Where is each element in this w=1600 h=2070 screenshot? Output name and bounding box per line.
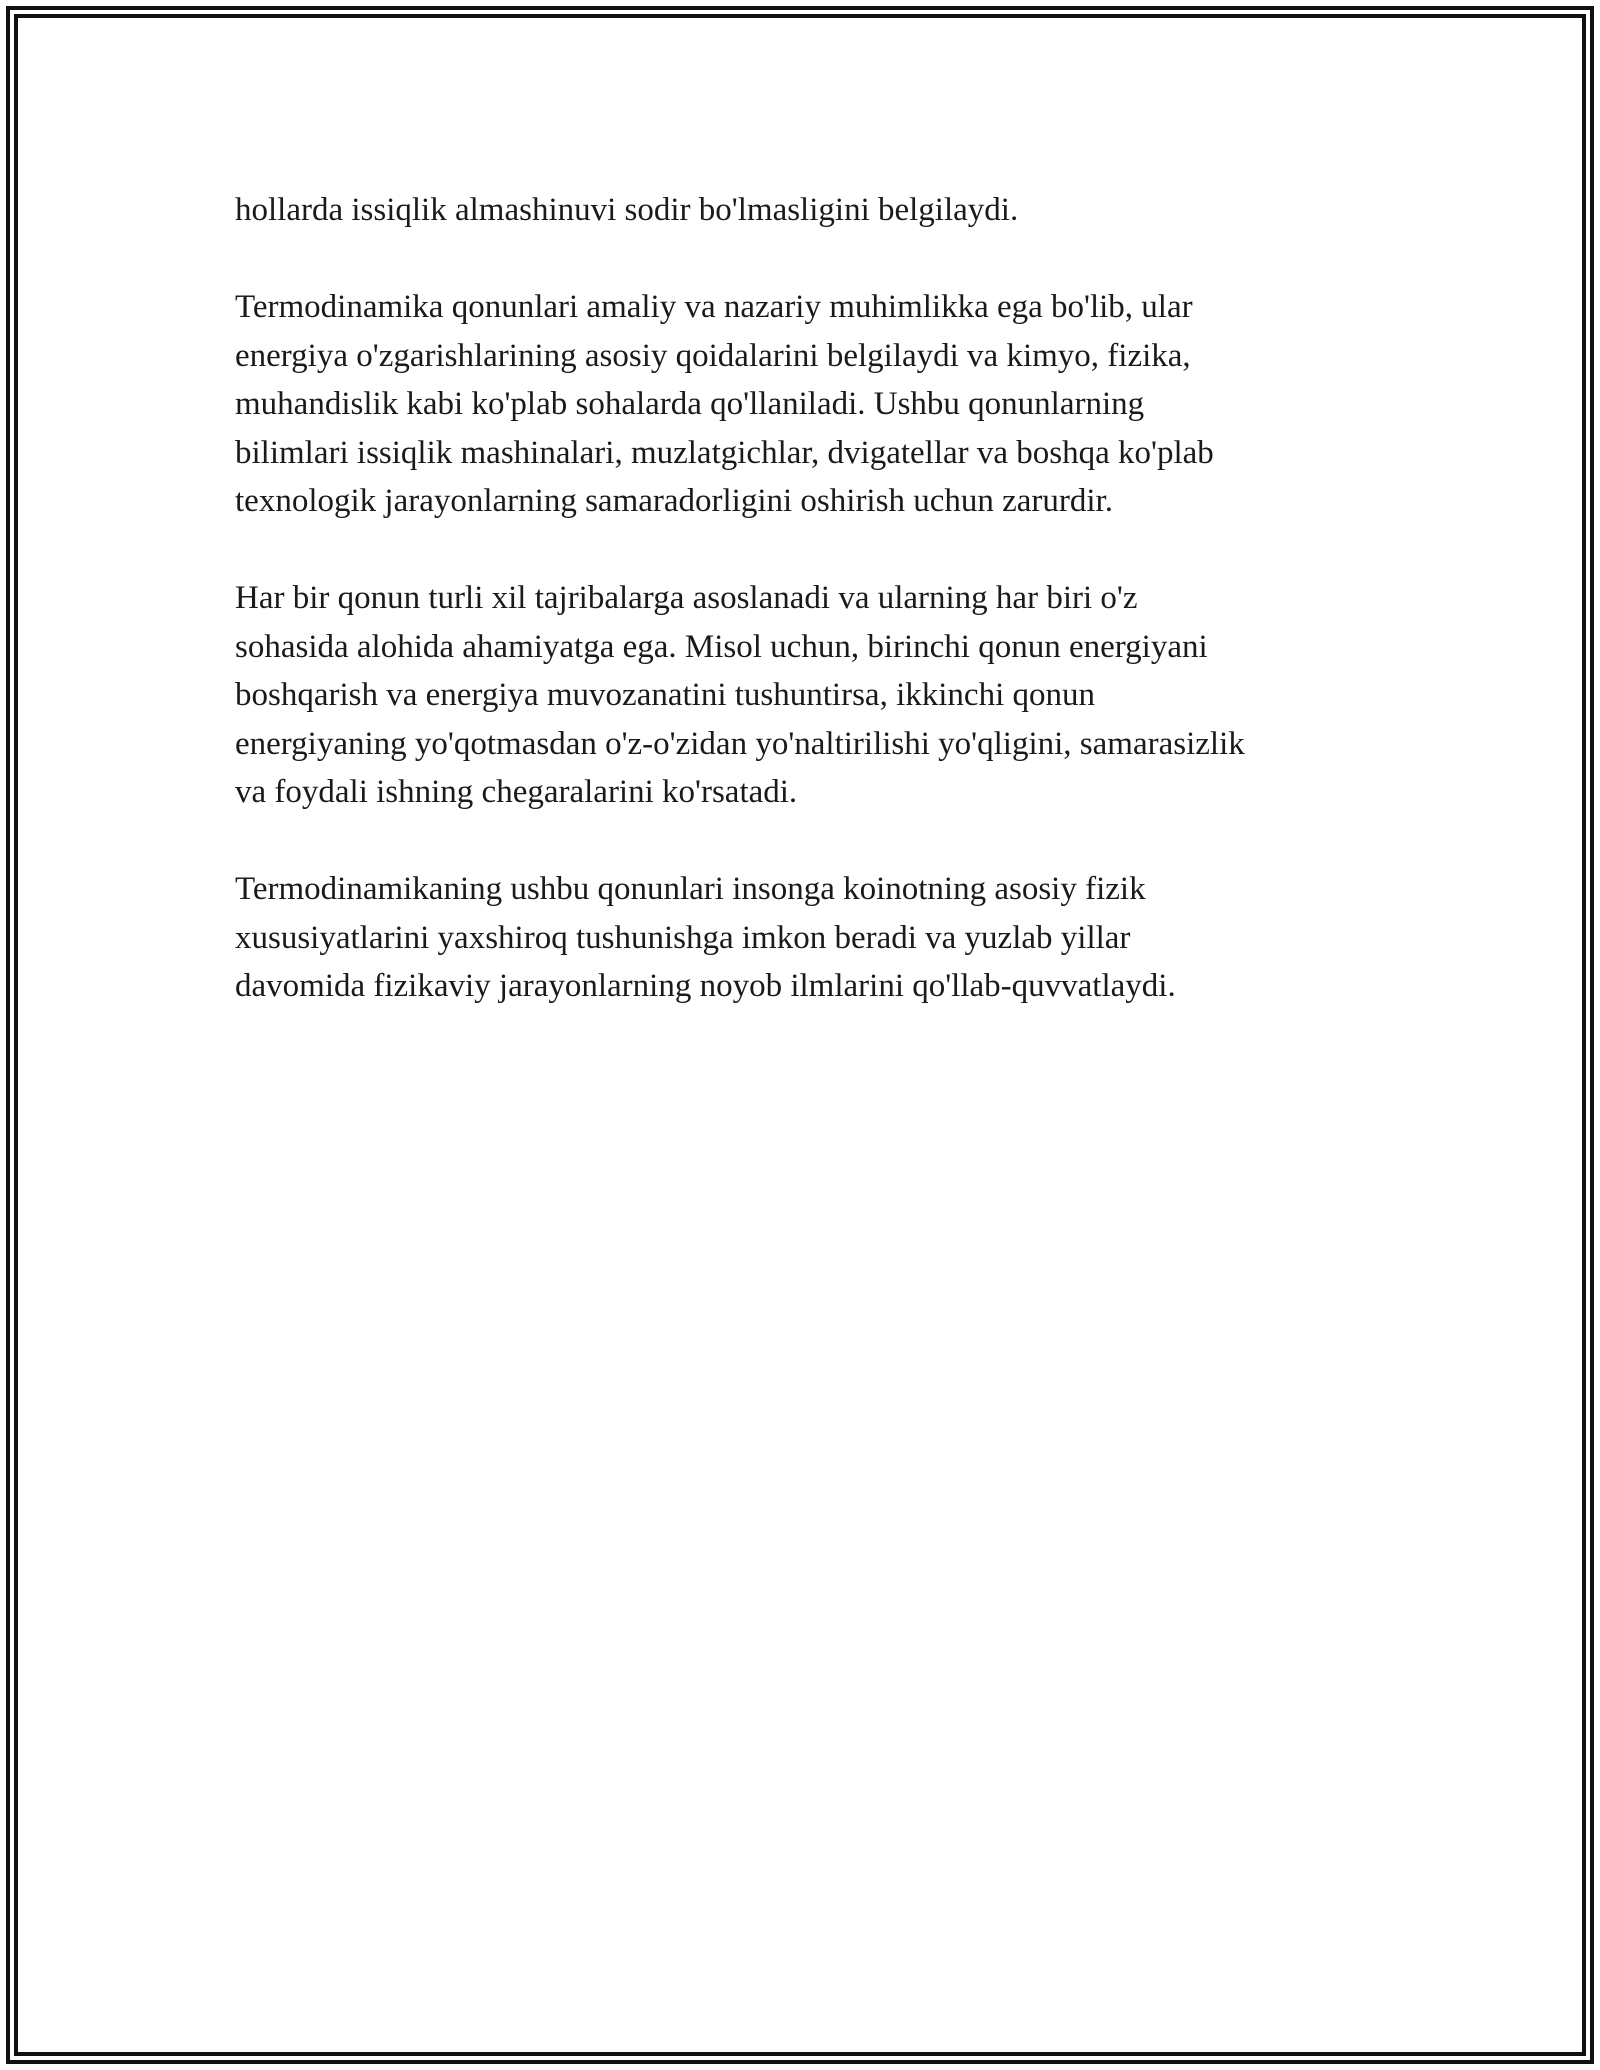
paragraph <box>235 186 1375 235</box>
paragraph <box>235 574 1375 817</box>
document-body <box>235 186 1375 1059</box>
text-line: hollarda issiqlik almashinuvi sodir bo'lmasligini belgilaydi. <box>235 192 1019 228</box>
paragraph <box>235 865 1375 1011</box>
text-line: sohasida alohida ahamiyatga ega. Misol uchun, birinchi qonun energiyani <box>235 628 1208 665</box>
text-line: texnologik jarayonlarning samaradorligini oshirish uchun zarurdir. <box>235 483 1113 519</box>
text-line: Termodinamikaning ushbu qonunlari insonga koinotning asosiy fizik <box>235 871 1146 907</box>
text-line: bilimlari issiqlik mashinalari, muzlatgichlar, dvigatellar va boshqa ko'plab <box>235 434 1214 471</box>
text-line: energiyaning yo'qotmasdan o'z-o'zidan yo'naltirilishi yo'qligini, samarasizlik <box>235 725 1245 762</box>
paragraph <box>235 283 1375 526</box>
text-line: Har bir qonun turli xil tajribalarga asoslanadi va ularning har biri o'z <box>235 580 1138 616</box>
text-line: muhandislik kabi ko'plab sohalarda qo'llaniladi. Ushbu qonunlarning <box>235 386 1145 422</box>
text-line: xususiyatlarini yaxshiroq tushunishga imkon beradi va yuzlab yillar <box>235 919 1131 956</box>
text-line: energiya o'zgarishlarining asosiy qoidalarini belgilaydi va kimyo, fizika, <box>235 337 1191 374</box>
text-line: boshqarish va energiya muvozanatini tushuntirsa, ikkinchi qonun <box>235 677 1095 713</box>
text-line: davomida fizikaviy jarayonlarning noyob ilmlarini qo'llab-quvvatlaydi. <box>235 968 1176 1004</box>
text-line: va foydali ishning chegaralarini ko'rsatadi. <box>235 774 798 810</box>
text-line: Termodinamika qonunlari amaliy va nazariy muhimlikka ega bo'lib, ular <box>235 289 1193 325</box>
